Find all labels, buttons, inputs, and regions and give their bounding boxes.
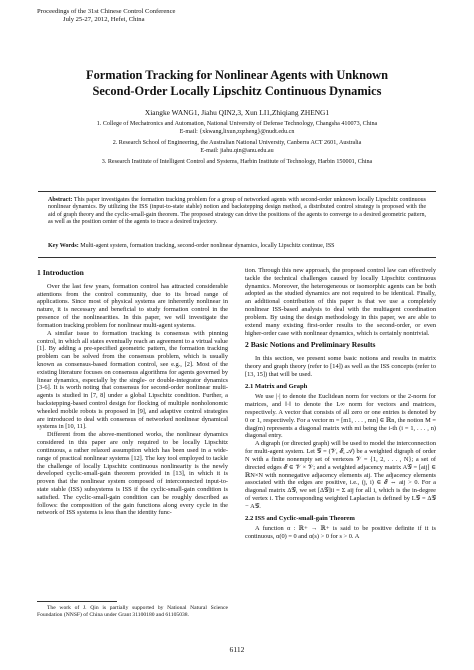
affiliations: [20, 121, 454, 171]
footnote-rule: [37, 601, 117, 602]
section-2-heading: 2 Basic Notions and Preliminary Results: [245, 340, 376, 350]
page-number: 6112: [229, 645, 245, 654]
subsection-2-1-paragraph-1: We use |·| to denote the Euclidean norm for vectors or the 2-norm for matrices, and ‖·‖ to denote the L∞ norm for vectors and matrices, respectively. A vector that consists of all zero or one entries is denoted by 0 or 1, respectively. For a vector m = [m1, . . . , mn] ∈ ℝn, the notion M = diag(m) represents a diagonal matrix with mi being the i-th (i = 1, . . . , n) diagonal entry.: [245, 393, 436, 440]
subsection-2-1-paragraph-2: A digraph (or directed graph) will be used to model the interconnection for multi-agent system. Let 𝒢 = (𝒱, ℰ, 𝒜) be a weighted digraph of order N with a finite nonempty set of vertexes 𝒱 = {1, 2, . . . , N}; a set of directed edges ℰ ∈ 𝒱 × 𝒱; and a weighted adjacency matrix A𝒢 = [aij] ∈ ℝN×N with nonnegative adjacency elements aij. The adjacency elements associated with the edges are positive, i.e., (j, i) ∈ ℰ ⇔ aij > 0. For a diagonal matrix Δ𝒢, we set [Δ𝒢]ii = Σ aij for all i, which is the in-degree of vertex i. The corresponding weighted Laplacian is defined by L𝒢 = Δ𝒢 − A𝒢.: [245, 440, 436, 510]
right-column: [245, 267, 436, 541]
keywords-text: Multi-agent system, formation tracking, second-order nonlinear dynamics, locally Lipschitz continue, ISS: [80, 243, 335, 249]
abstract-label: Abstract:: [48, 197, 73, 203]
affiliation-3: [20, 159, 454, 167]
intro-paragraph-3: Different from the above-mentioned works, the nonlinear dynamics considered in this paper are only required to be locally Lipschitz continuous, a rather relaxed assumption which has been used in a wide-range of practical nonlinear systems [12]. The key tool employed to tackle the challenge of locally Lipschitz continuous nonlinearity is the newly developed cyclic-small-gain theorem provided in [13], in which it is proven that the nonlinear system composed of interconnected input-to-state stable (ISS) subsystems is ISS if the cyclic-small-gain condition is satisfied. The cyclic-small-gain condition can be roughly described as follows: the composition of the gain functions along every cycle in the network of ISS systems is less than the identity func-: [37, 431, 228, 517]
title-line-1: Formation Tracking for Nonlinear Agents with Unknown: [86, 68, 388, 82]
affiliation-3-address: 3. Research Institute of Intelligent Control and Systems, Harbin Institute of Technology, Harbin 150001, China: [101, 159, 373, 166]
subsection-2-2-heading: 2.2 ISS and Cyclic-small-gain Theorem: [245, 514, 355, 522]
intro-paragraph-2: A similar issue to formation tracking is consensus with pinning control, in which all states eventually reach an agreement to a virtual value [1]. By adding a pre-specified geometric pattern, the formation tracking problem can be solved from the consensus problem, which is usually known as consensus-based formation control, see e.g., [2]. Most of the existing literature focuses on consensus algorithms for agents governed by linear dynamics, especially by the single- or double-integrator dynamics [3-6]. It is worth noting that consensus for second-order nonlinear multi-agents is studied in [7, 8] under a global Lipschitz condition. Further, a backstepping-based control design for flocking of multiple nonholonomic wheeled mobile robots is proposed in [9], and adaptive control strategies are introduced to deal with consensus of networked nonlinear dynamical systems in [10, 11].: [37, 329, 228, 431]
title-line-2: Second-Order Locally Lipschitz Continuous Dynamics: [92, 84, 382, 98]
affiliation-1-address: 1. College of Mechatronics and Automation, National University of Defense Technology, Changsha 410073, China: [96, 121, 378, 127]
paper-title: [20, 67, 454, 99]
section-2-intro: In this section, we present some basic notions and results in matrix theory and graph theory (refer to [14]) as well as the ISS concepts (refer to [13, 15]) that will be used.: [245, 355, 436, 378]
section-1-heading: 1 Introduction: [37, 268, 84, 277]
affiliation-2-email: E-mail: jiahu.qin@anu.edu.au: [200, 147, 274, 154]
subsection-2-2-paragraph-1: A function α : ℝ+ → ℝ+ is said to be positive definite if it is continuous, α(0) = 0 and α(s) > 0 for s > 0. A: [245, 525, 436, 541]
abstract: [48, 197, 426, 227]
keywords: [48, 243, 426, 250]
keywords-label: Key Words:: [48, 243, 79, 249]
affiliation-1-email: E-mail: {xkwang,lixun,zqzheng}@nudt.edu.cn: [179, 128, 295, 135]
conference-header: [37, 8, 175, 24]
abstract-text: This paper investigates the formation tracking problem for a group of networked agents with second-order unknown locally Lipschitz continuous nonlinear dynamics. By utilizing the ISS (input-to-state stable) notion and backstepping design method, a distributed control strategy is proposed with the aid of graph theory and the cyclic-small-gain theorem. The proposed strategy can drive the positions of the agents to converge to a desired geometric pattern, as well as the position center of the agents to trace a desired trajectory.: [48, 197, 426, 226]
conference-line-2: July 25-27, 2012, Hefei, China: [63, 16, 145, 23]
author-list: Xiangke WANG1, Jiahu QIN2,3, Xun LI1,Zhiqiang ZHENG1: [144, 108, 330, 117]
affiliation-2: [20, 140, 454, 155]
right-paragraph-1: tion. Through this new approach, the proposed control law can effectively tackle the technical challenges caused by locally Lipschitz continuous dynamics. Moreover, the heterogeneous or isomorphic agents can be both adopted as the studied dynamics are not required to be identical. Finally, an additional contribution of this paper is that we use a completely nonlinear ISS-based analysis to deal with the multiagent coordination problem. By using the design methodology in this paper, we are able to extend many existing first-order results to the second-order, or even higher-order case with nonlinear dynamics, which is certainly nontrivial.: [245, 267, 436, 337]
abstract-bottom-rule: [38, 257, 436, 258]
left-column: [37, 265, 228, 517]
affiliation-1: [20, 121, 454, 136]
affiliation-2-address: 2. Research School of Engineering, the Australian National University, Canberra ACT 2601, Australia: [112, 140, 362, 147]
abstract-top-rule: [38, 191, 436, 192]
conference-line-1: Proceedings of the 31st Chinese Control Conference: [37, 8, 176, 15]
intro-paragraph-1: Over the last few years, formation control has attracted considerable attentions from the control community, due to its broad range of applications. Since most of physical systems are inherently nonlinear in nature, it is necessary and beneficial to study formation control in the presence of the nonlinearities. In this paper, we will investigate the formation tracking problem for nonlinear multi-agent systems.: [37, 282, 228, 329]
subsection-2-1-heading: 2.1 Matrix and Graph: [245, 382, 308, 390]
footnote: The work of J. Qin is partially supported by National Natural Science Foundation (NNSF) of China under Grant 31100180 and 61105038.: [37, 605, 228, 618]
